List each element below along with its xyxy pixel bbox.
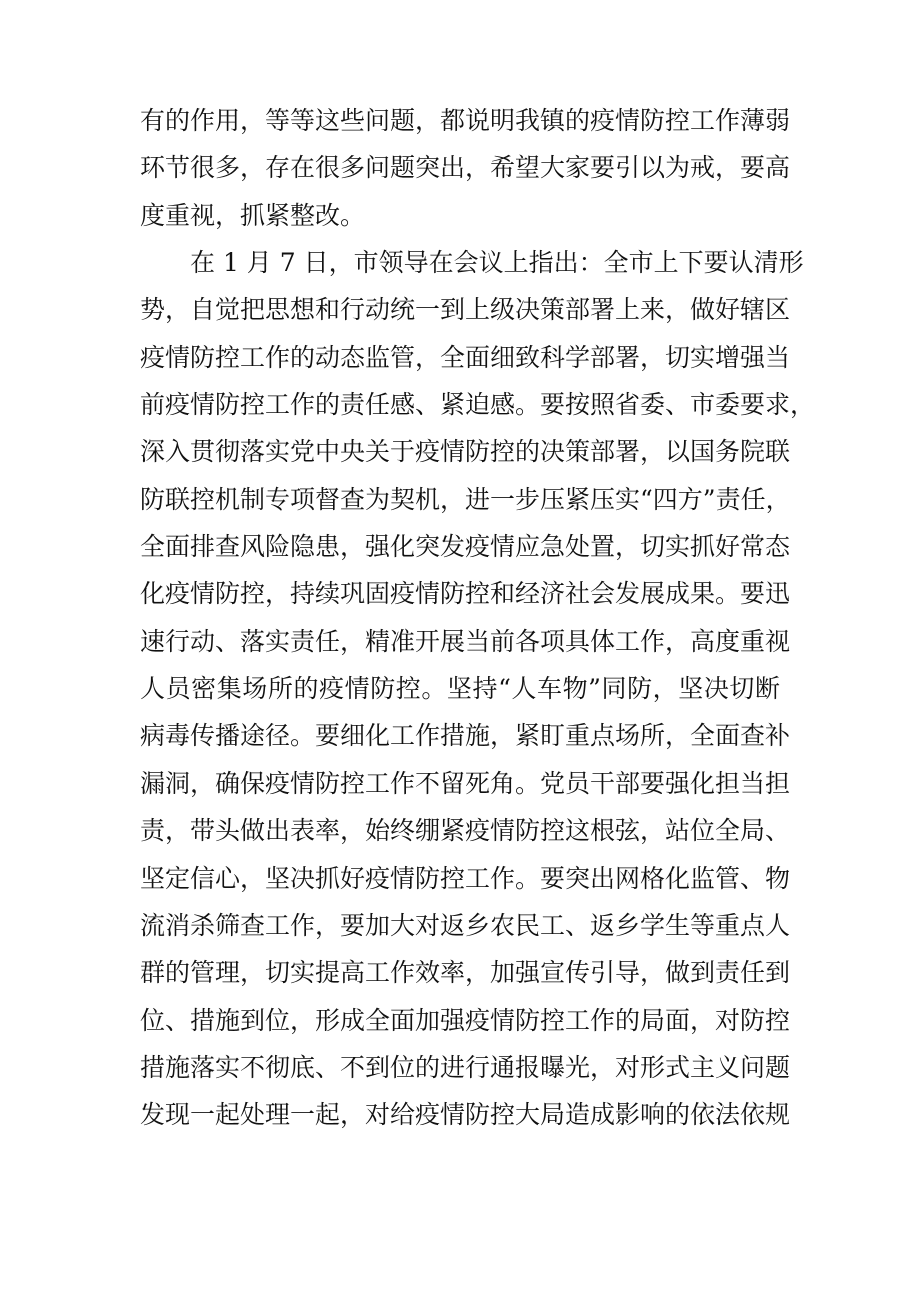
paragraph-2-line: 病毒传播途径。要细化工作措施，紧盯重点场所，全面查补 (140, 721, 791, 751)
paragraph-1-line: 度重视，抓紧整改。 (140, 200, 366, 230)
paragraph-2-line: 群的管理，切实提高工作效率，加强宣传引导，做到责任到 (140, 958, 791, 988)
paragraph-1-line: 有的作用，等等这些问题，都说明我镇的疫情防控工作薄弱 (140, 106, 791, 135)
paragraph-2-line: 措施落实不彻底、不到位的进行通报曝光，对形式主义问题 (140, 1052, 791, 1082)
paragraph-2-first-line: 在 1 月 7 日，市领导在会议上指出：全市上下要认清形 (190, 248, 804, 278)
paragraph-2-line: 化疫情防控，持续巩固疫情防控和经济社会发展成果。要迅 (140, 579, 791, 609)
paragraph-2-line: 全面排查风险隐患，强化突发疫情应急处置，切实抓好常态 (140, 532, 791, 562)
paragraph-2-line: 漏洞，确保疫情防控工作不留死角。党员干部要强化担当担 (140, 768, 791, 798)
paragraph-1-line: 环节很多，存在很多问题突出，希望大家要引以为戒，要高 (140, 153, 791, 183)
paragraph-2-line: 流消杀筛查工作，要加大对返乡农民工、返乡学生等重点人 (140, 910, 791, 940)
paragraph-2-line: 疫情防控工作的动态监管，全面细致科学部署，切实增强当 (140, 342, 791, 372)
paragraph-2-line: 势，自觉把思想和行动统一到上级决策部署上来，做好辖区 (140, 295, 791, 325)
paragraph-2-line: 坚定信心，坚决抓好疫情防控工作。要突出网格化监管、物 (140, 863, 791, 893)
paragraph-2-line: 责，带头做出表率，始终绷紧疫情防控这根弦，站位全局、 (140, 816, 791, 846)
paragraph-2-line: 位、措施到位，形成全面加强疫情防控工作的局面，对防控 (140, 1005, 791, 1035)
document-body (140, 97, 816, 1139)
paragraph-2-line: 防联控机制专项督查为契机，进一步压紧压实“四方”责任， (140, 484, 791, 514)
paragraph-2-line: 人员密集场所的疫情防控。坚持“人车物”同防，坚决切断 (140, 674, 780, 704)
paragraph-2-line: 前疫情防控工作的责任感、紧迫感。要按照省委、市委要求， (140, 390, 816, 420)
paragraph-2-line: 发现一起处理一起，对给疫情防控大局造成影响的依法依规 (140, 1100, 791, 1130)
paragraph-2-line: 深入贯彻落实党中央关于疫情防控的决策部署，以国务院联 (140, 437, 791, 467)
paragraph-2-line: 速行动、落实责任，精准开展当前各项具体工作，高度重视 (140, 626, 791, 656)
